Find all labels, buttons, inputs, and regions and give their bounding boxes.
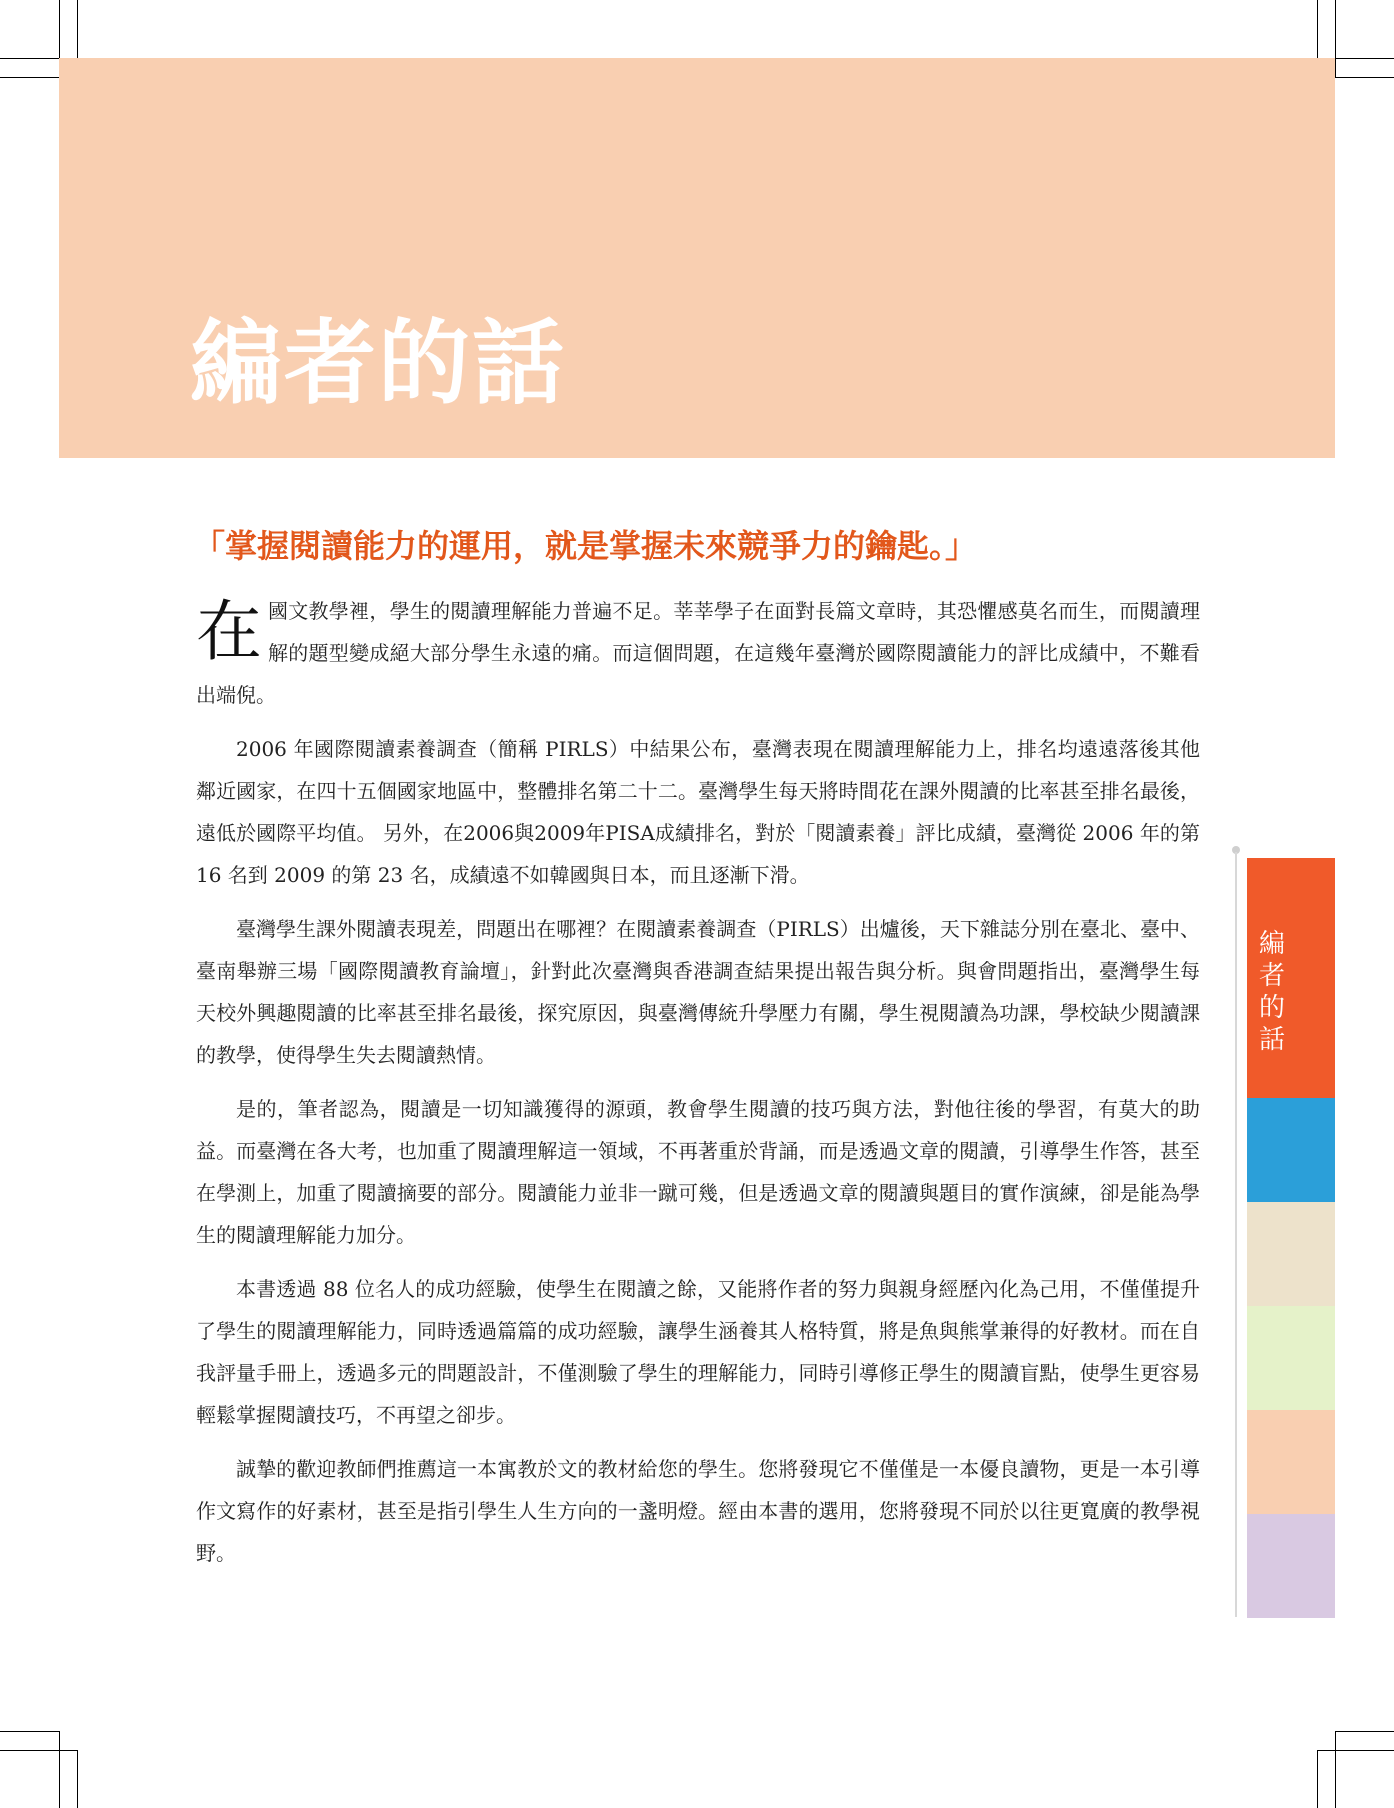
paragraph: 誠摯的歡迎教師們推薦這一本寓教於文的教材給您的學生。您將發現它不僅僅是一本優良讀物，更是一本引導作文寫作的好素材，甚至是指引學生人生方向的一盞明燈。經由本書的選用，您將發現不同於以往更寬廣的教學視野。 xyxy=(196,1457,1200,1565)
paragraph: 臺灣學生課外閱讀表現差，問題出在哪裡？在閱讀素養調查（PIRLS）出爐後，天下雜誌分別在臺北、臺中、臺南舉辦三場「國際閱讀教育論壇」，針對此次臺灣與香港調查結果提出報告與分析。與會問題指出，臺灣學生每天校外興趣閱讀的比率甚至排名最後，探究原因，與臺灣傳統升學壓力有關，學生視閱讀為功課，學校缺少閱讀課的教學，使得學生失去閱讀熱情。 xyxy=(196,917,1200,1067)
side-tab-lavender xyxy=(1247,1514,1335,1618)
crop-mark xyxy=(1335,77,1394,78)
side-tab-green xyxy=(1247,1306,1335,1410)
pull-quote: 「掌握閱讀能力的運用，就是掌握未來競爭力的鑰匙。」 xyxy=(193,527,978,565)
crop-mark xyxy=(1335,0,1336,77)
paragraph xyxy=(196,590,1200,716)
crop-mark xyxy=(0,1750,77,1751)
drop-cap: 在 xyxy=(196,593,262,670)
paragraph: 本書透過 88 位名人的成功經驗，使學生在閱讀之餘，又能將作者的努力與親身經歷內化為己用，不僅僅提升了學生的閱讀理解能力，同時透過篇篇的成功經驗，讓學生涵養其人格特質，將是魚與熊掌兼得的好教材。而在自我評量手冊上，透過多元的問題設計，不僅測驗了學生的理解能力，同時引導修正學生的閱讀盲點，使學生更容易輕鬆掌握閱讀技巧，不再望之卻步。 xyxy=(196,1277,1200,1427)
crop-mark xyxy=(1335,1731,1336,1808)
crop-mark xyxy=(1317,1750,1394,1751)
crop-mark xyxy=(59,1731,60,1808)
crop-mark xyxy=(77,0,78,58)
side-tab-blue xyxy=(1247,1098,1335,1202)
crop-mark xyxy=(1317,0,1318,58)
paragraph-text: 國文教學裡，學生的閱讀理解能力普遍不足。莘莘學子在面對長篇文章時，其恐懼感莫名而生，而閱讀理解的題型變成絕大部分學生永遠的痛。而這個問題，在這幾年臺灣於國際閱讀能力的評比成績中，不難看出端倪。 xyxy=(196,599,1200,707)
page-title: 編者的話 xyxy=(190,310,567,417)
crop-mark xyxy=(1317,1750,1318,1808)
crop-mark xyxy=(77,1750,78,1808)
side-tab-beige xyxy=(1247,1202,1335,1306)
tab-rule xyxy=(1235,852,1237,1617)
side-tab-peach xyxy=(1247,1410,1335,1514)
body-text xyxy=(196,590,1200,1586)
paragraph: 是的，筆者認為，閱讀是一切知識獲得的源頭，教會學生閱讀的技巧與方法，對他往後的學習，有莫大的助益。而臺灣在各大考，也加重了閱讀理解這一領域，不再著重於背誦，而是透過文章的閱讀，引導學生作答，甚至在學測上，加重了閱讀摘要的部分。閱讀能力並非一蹴可幾，但是透過文章的閱讀與題目的實作演練，卻是能為學生的閱讀理解能力加分。 xyxy=(196,1097,1200,1247)
crop-mark xyxy=(0,1731,59,1732)
crop-mark xyxy=(1335,1731,1394,1732)
crop-mark xyxy=(0,77,59,78)
paragraph: 2006 年國際閱讀素養調查（簡稱 PIRLS）中結果公布，臺灣表現在閱讀理解能力上，排名均遠遠落後其他鄰近國家，在四十五個國家地區中，整體排名第二十二。臺灣學生每天將時間花在課外閱讀的比率甚至排名最後，遠低於國際平均值。 另外，在2006與2009年PISA成績排名，對於「閱讀素養」評比成績，臺灣從 2006 年的第 16 名到 2009 的第 23 名，成績遠不如韓國與日本，而且逐漸下滑。 xyxy=(196,737,1200,887)
side-tab-label: 編者的話 xyxy=(1258,929,1285,1055)
